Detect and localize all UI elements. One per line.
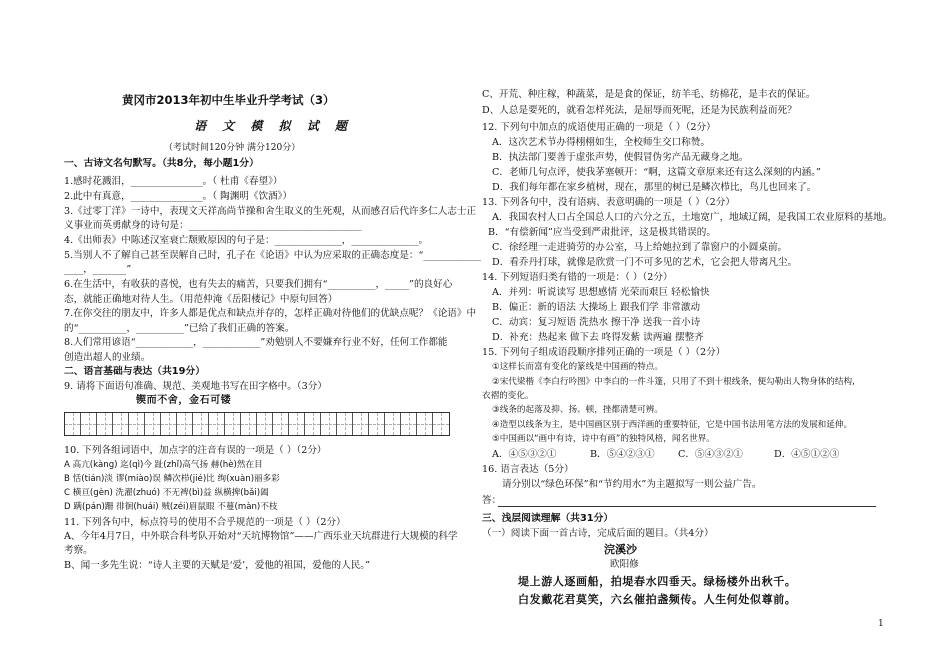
option-row: 考察。 (64, 545, 93, 556)
option-row: D 蹒(pán)跚 徘徊(huái) 贼(zéi)眉鼠眼 不蔓(màn)不枝 (64, 502, 278, 512)
option-d: D．④⑤①②③ (774, 449, 840, 460)
option-row: B．执法部门要善于虚张声势，使假冒伪劣产品无藏身之地。 (492, 152, 749, 163)
question-14: 14. 下列短语归类有错的一项是：（ ）（2分） (482, 272, 673, 283)
poem-title: 浣溪沙 (604, 543, 637, 556)
section-1-heading: 一、古诗文名句默写。（共8分，每小题1分） (64, 158, 259, 169)
grid-cell[interactable] (385, 413, 401, 435)
option-row: C．徐经理一走进骑劳的办公室，马上给她拉到了靠窗户的小圆桌前。 (492, 242, 788, 253)
grid-cell[interactable] (433, 413, 449, 435)
question-16: 16. 语言表达（5分） (482, 464, 574, 475)
exam-info: （考试时间120分钟 满分120分） (164, 143, 301, 153)
question-16-body: 请分别以“绿色环保”和“节约用水”为主题拟写一则公益广告。 (502, 479, 762, 490)
option-row: B、闻一多先生说：“诗人主要的天赋是‘爱’，爱他的祖国，爱他的人民。” (64, 560, 370, 571)
question-line: 5.当别人不了解自己甚至误解自己时，孔子在《论语》中认为应采取的正确态度是：“____________ (64, 250, 481, 261)
grid-cell[interactable] (209, 413, 225, 435)
page-number: 1 (878, 619, 884, 629)
answer-label: 答： (482, 495, 502, 506)
grid-cell[interactable] (65, 413, 81, 435)
grid-cell[interactable] (353, 413, 369, 435)
option-row: A．我国农村人口占全国总人口的六分之五，土地宽广，地域辽阔，是我国工农业原料的基地。 (492, 212, 893, 223)
reading-intro: （一）阅读下面一首古诗，完成后面的题目。（共4分） (482, 528, 714, 539)
question-15: 15. 下列句子组成语段顺序排列正确的一项是（ ）（2分） (482, 347, 726, 358)
grid-cell[interactable] (81, 413, 97, 435)
option-row: C．老师几句点评，使我茅塞顿开：“啊，这篇文章原来还有这么深刻的内涵。” (492, 167, 821, 178)
exam-title: 黄冈市2013年初中生毕业升学考试（3） (122, 93, 335, 107)
grid-cell[interactable] (241, 413, 257, 435)
option-row: B 恬(tián)淡 谬(miào)误 鳞次栉(jié)比 绚(xuàn)丽多彩 (64, 474, 280, 484)
option-row: C、开荒、种庄稼，种蔬菜，是是食的保证，纺羊毛、纺棉花，是丰衣的保证。 (482, 89, 816, 100)
option-a: A．④⑤③②① (492, 449, 557, 460)
option-row: A、今年4月7日，中外联合科考队开始对“天坑博物馆”——广西乐业天坑群进行大规模的科学 (64, 531, 458, 542)
option-row: D．看乔丹打球，就像是欣赏一门不可多见的艺术，它会把人带离凡尘。 (492, 257, 798, 268)
question-line: 8.人们常用谚语“____________，____________”劝勉别人不要嫌弃行业不好，任何工作都能 (64, 337, 448, 348)
sentence-row: ②宋代梁楷《李白行吟图》中李白的一件斗篷，只用了不到十根线条，便勾勒出人物身体的结构, (492, 377, 855, 387)
grid-cell[interactable] (289, 413, 305, 435)
poem-line: 白发戴花君莫笑，六幺催拍盏频传。人生何处似尊前。 (518, 593, 797, 606)
question-11: 11. 下列各句中，标点符号的使用不合乎规范的一项是（ ）（2分） (64, 517, 346, 528)
option-row: A 高亢(kàng) 迄(qì)今 趾(zhǐ)高气扬 赫(hè)然在目 (64, 460, 263, 470)
option-row: C．动宾：复习短语 洗热水 擦干净 送我一首小诗 (492, 317, 701, 328)
option-row: B．“有偿新闻”应当受到严肃批评，这是极其错误的。 (488, 227, 716, 238)
option-row: D．我们每年都在家乡植树，现在，那里的树已是鳞次栉比，鸟儿也回来了。 (492, 182, 817, 193)
grid-cell[interactable] (225, 413, 241, 435)
sentence-row: ⑤中国画以“画中有诗，诗中有画”的独特风格，闻名世界。 (492, 434, 715, 444)
question-line: 4.《出师表》中陈述汉室衰亡颓败原因的句子是：______________，______________。 (64, 235, 429, 246)
sentence-row: ①这样长而富有变化的篆线是中国画的特点。 (492, 362, 663, 372)
grid-cell[interactable] (321, 413, 337, 435)
question-line: 6.在生活中，有收获的喜悦，也有失去的痛苦，只要我们拥有“__________，_____”的良好心 (64, 279, 453, 290)
question-line: 创造出超人的业绩。 (64, 352, 151, 363)
grid-cell[interactable] (145, 413, 161, 435)
option-c: C．⑤④③②① (678, 449, 743, 460)
question-10: 10. 下列各组词语中，加点字的注音有误的一项是（ ）（2分） (64, 445, 327, 456)
question-line: 的“__________，__________”已给了我们正确的答案。 (64, 323, 295, 334)
question-line: 7.在你交往的朋友中，许多人都是优点和缺点并存的，怎样正确对待他们的优缺点呢？《论语》中 (64, 308, 477, 319)
option-row: B．偏正：新的语法 大操场上 跟我们学 非常激动 (492, 302, 701, 313)
question-12: 12. 下列句中加点的成语使用正确的一项是（ ）（2分） (482, 122, 716, 133)
answer-line[interactable] (498, 506, 876, 507)
exam-subtitle: 语 文 模 拟 试 题 (194, 119, 353, 133)
grid-cell[interactable] (97, 413, 113, 435)
option-row: A．并列：听说读写 思想感情 光荣而艰巨 轻松愉快 (492, 287, 710, 298)
calligraphy-phrase: 锲而不舍，金石可镂 (136, 395, 232, 406)
section-2-heading: 二、语言基础与表达（共19分） (64, 366, 205, 377)
sentence-row: ③线条的起落及抑、扬、顿，挫都清楚可辨。 (492, 405, 663, 415)
grid-cell[interactable] (369, 413, 385, 435)
question-line: 义事业而英勇献身的诗句是：____________________________________ (64, 220, 362, 231)
option-row: C 横亘(gèn) 洗濯(zhuó) 不无裨(bì)益 纵横捭(bǎi)阖 (64, 488, 269, 498)
grid-cell[interactable] (305, 413, 321, 435)
option-row: A．这次艺术节办得栩栩如生，全校师生交口称赞。 (492, 137, 710, 148)
question-9: 9. 请将下面语句准确、规范、美观地书写在田字格中。（3分） (64, 381, 327, 392)
poem-author: 欧阳修 (610, 559, 639, 570)
grid-cell[interactable] (177, 413, 193, 435)
grid-cell[interactable] (337, 413, 353, 435)
grid-cell[interactable] (417, 413, 433, 435)
option-b: B．⑤④②③① (590, 449, 655, 460)
question-line: 1.感时花溅泪，_______________。（ 杜甫《春望》） (64, 176, 283, 187)
grid-cell[interactable] (257, 413, 273, 435)
grid-cell[interactable] (193, 413, 209, 435)
option-row: D、人总是要死的，就看怎样死法，是屈辱而死呢，还是为民族利益而死？ (482, 105, 797, 116)
sentence-row: ④造型以线条为主，是中国画区别于西洋画的重要特征，它是中国书法用笔方法的发展和延伸。 (492, 420, 853, 430)
option-row: D．补充：热起来 做下去 咚得发紫 读两遍 摆整齐 (492, 332, 704, 343)
question-line: ____，_______” (64, 264, 132, 275)
grid-cell[interactable] (113, 413, 129, 435)
sentence-row: 衣褶的变化。 (482, 391, 534, 401)
grid-cell[interactable] (273, 413, 289, 435)
grid-cell[interactable] (161, 413, 177, 435)
question-line: 3.《过零丁洋》一诗中，表现文天祥高尚节操和舍生取义的生死观，从而感召后代许多仁人志士正 (64, 206, 477, 217)
question-line: 2.此中有真意，_______________。（ 陶渊明《饮酒》） (64, 191, 293, 202)
section-3-heading: 三、浅层阅读理解（共31分） (482, 513, 614, 524)
question-line: 态，就能正确地对待人生。（用范仲淹《岳阳楼记》中原句回答） (64, 294, 338, 305)
poem-line: 堤上游人逐画船，拍堤春水四垂天。绿杨楼外出秋千。 (518, 575, 797, 588)
question-13: 13. 下列各句中，没有语病、表意明确的一项是（ ）（2分） (482, 197, 735, 208)
tianzige-grid[interactable] (64, 412, 450, 436)
grid-cell[interactable] (129, 413, 145, 435)
grid-cell[interactable] (401, 413, 417, 435)
